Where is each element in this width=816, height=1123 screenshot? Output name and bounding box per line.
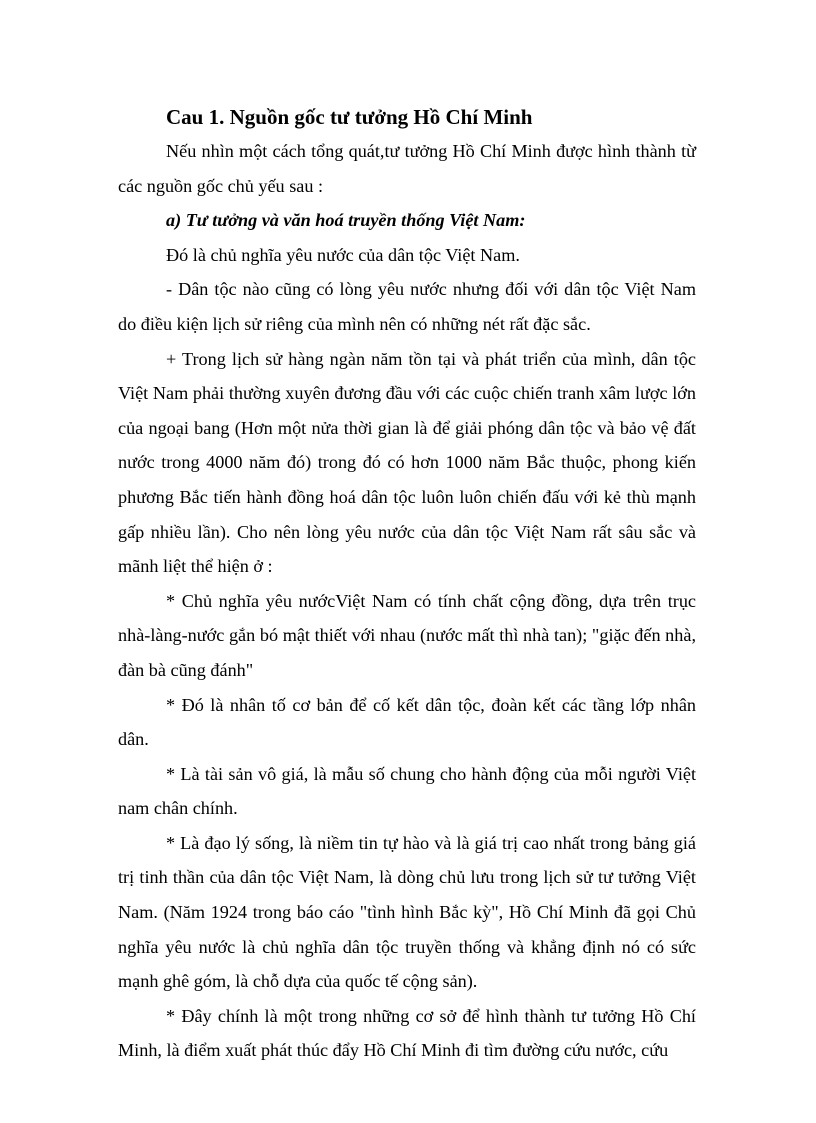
document-title: Cau 1. Nguồn gốc tư tưởng Hồ Chí Minh [166, 105, 533, 129]
paragraph-bullet-5: * Đây chính là một trong những cơ sở để hình thành tư tưởng Hồ Chí Minh, là điểm xuất phát thúc đẩy Hồ Chí Minh đi tìm đường cứu nước, cứu [118, 1005, 696, 1061]
paragraph-definition: Đó là chủ nghĩa yêu nước của dân tộc Việt Nam. [166, 244, 520, 265]
section-heading: a) Tư tưởng và văn hoá truyền thống Việt Nam: [166, 210, 526, 231]
document-body [118, 100, 696, 1068]
paragraph-bullet-3: * Là tài sản vô giá, là mẫu số chung cho hành động của mỗi người Việt nam chân chính. [118, 763, 696, 819]
paragraph-bullet-4: * Là đạo lý sống, là niềm tin tự hào và là giá trị cao nhất trong bảng giá trị tinh thần của dân tộc Việt Nam, là dòng chủ lưu trong lịch sử tư tưởng Việt Nam. (Năm 1924 trong báo cáo "tình hình Bắc kỳ", Hồ Chí Minh đã gọi Chủ nghĩa yêu nước là chủ nghĩa dân tộc truyền thống và khẳng định nó có sức mạnh ghê góm, là chỗ dựa của quốc tế cộng sản). [118, 832, 696, 992]
paragraph-point-dash: - Dân tộc nào cũng có lòng yêu nước nhưng đối với dân tộc Việt Nam do điều kiện lịch sử riêng của mình nên có những nét rất đặc sắc. [118, 279, 696, 334]
paragraph-intro: Nếu nhìn một cách tổng quát,tư tưởng Hồ Chí Minh được hình thành từ các nguồn gốc chủ yếu sau : [118, 141, 696, 196]
paragraph-bullet-1: * Chủ nghĩa yêu nướcViệt Nam có tính chất cộng đồng, dựa trên trục nhà-làng-nước gắn bó mật thiết với nhau (nước mất thì nhà tan); "giặc đến nhà, đàn bà cũng đánh" [118, 590, 696, 680]
paragraph-bullet-2: * Đó là nhân tố cơ bản để cố kết dân tộc, đoàn kết các tầng lớp nhân dân. [118, 694, 696, 750]
paragraph-point-plus: + Trong lịch sử hàng ngàn năm tồn tại và phát triển của mình, dân tộc Việt Nam phải thường xuyên đương đầu với các cuộc chiến tranh xâm lược lớn của ngoại bang (Hơn một nửa thời gian là để giải phóng dân tộc và bảo vệ đất nước trong 4000 năm đó) trong đó có hơn 1000 năm Bắc thuộc, phong kiến phương Bắc tiến hành đồng hoá dân tộc luôn luôn chiến đấu với kẻ thù mạnh gấp nhiều lần). Cho nên lòng yêu nước của dân tộc Việt Nam rất sâu sắc và mãnh liệt thể hiện ở : [118, 348, 696, 577]
